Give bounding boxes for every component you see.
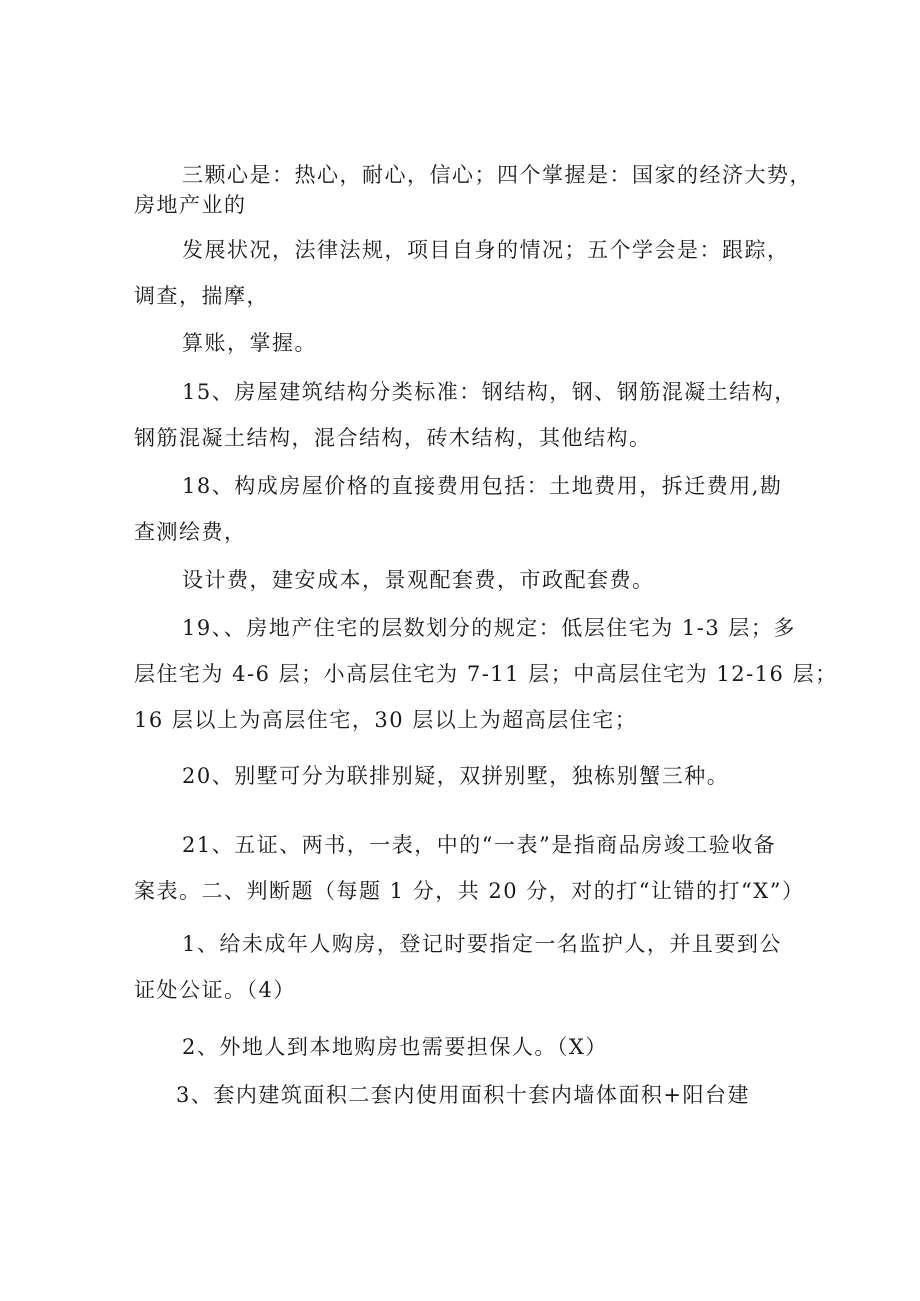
paragraph-development (134, 227, 814, 319)
paragraph-judgement-2 (134, 1024, 814, 1070)
text-line: 证处公证。（4） (134, 978, 296, 1002)
text-line: 发展状况，法律法规，项目自身的情况；五个学会是：跟踪， (182, 238, 790, 262)
text-line: 案表。二、判断题（每题 1 分，共 20 分，对的打“让错的打“X”） (134, 879, 805, 903)
paragraph-accounting (134, 320, 814, 366)
text-line: 查测绘费， (134, 520, 247, 544)
text-line: 3、套内建筑面积二套内使用面积十套内墙体面积+阳台建 (176, 1083, 750, 1107)
text-line: 16 层以上为高层住宅，30 层以上为超高层住宅； (134, 708, 638, 732)
paragraph-judgement-1 (134, 921, 814, 1013)
text-line: 设计费，建安成本，景观配套费，市政配套费。 (182, 568, 655, 592)
paragraph-item-15 (134, 369, 814, 461)
text-line: 15、房屋建筑结构分类标准：钢结构，钢、钢筋混凝土结构， (182, 380, 797, 404)
text-line: 算账，掌握。 (182, 331, 317, 355)
text-line: 21、五证、两书，一表，中的“一表”是指商品房竣工验收备 (182, 833, 777, 857)
text-line: 三颗心是：热心，耐心，信心；四个掌握是：国家的经济大势， (182, 163, 812, 187)
text-line: 房地产业的 (134, 193, 247, 217)
text-line: 调查，揣摩， (134, 284, 269, 308)
paragraph-three-hearts (134, 152, 814, 228)
text-line: 钢筋混凝土结构，混合结构，砖木结构，其他结构。 (134, 426, 652, 450)
text-line: 18、构成房屋价格的直接费用包括：土地费用，拆迁费用,勘 (182, 474, 783, 498)
text-line: 19、、房地产住宅的层数划分的规定：低层住宅为 1-3 层；多 (182, 616, 796, 640)
paragraph-item-18 (134, 463, 814, 555)
text-line: 层住宅为 4-6 层；小高层住宅为 7-11 层；中高层住宅为 12-16 层； (134, 662, 838, 686)
paragraph-item-20 (134, 753, 814, 799)
text-line: 1、给未成年人购房，登记时要指定一名监护人，并且要到公 (182, 932, 782, 956)
paragraph-item-21 (134, 822, 814, 914)
paragraph-judgement-3 (134, 1072, 814, 1118)
text-line: 20、别墅可分为联排别疑，双拼别墅，独栋别蟹三种。 (182, 764, 730, 788)
paragraph-design-fees (134, 557, 814, 603)
paragraph-item-19 (134, 605, 838, 743)
text-line: 2、外地人到本地购房也需要担保人。（X） (182, 1035, 608, 1059)
